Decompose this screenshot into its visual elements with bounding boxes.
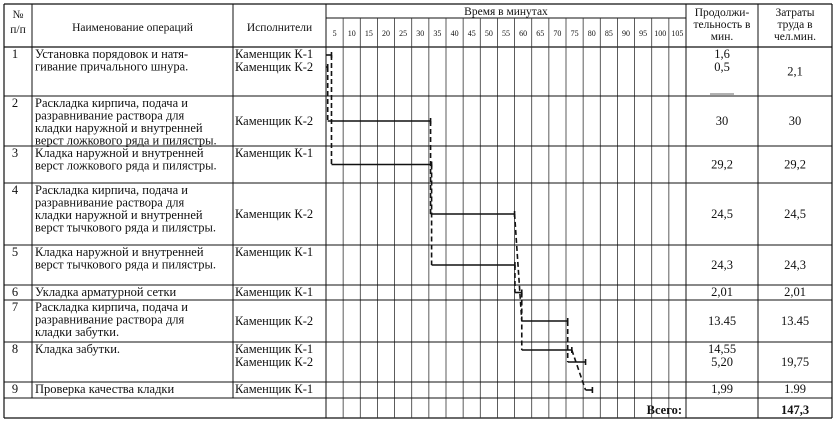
minute-tick-label: 55 [502,29,510,38]
number-header: № [12,9,24,21]
row-number: 5 [11,245,19,259]
operation-name: верст тычкового ряда и пилястры. [35,220,217,235]
duration-header: тельность в [693,19,751,31]
duration-header: Продолжи- [694,7,750,19]
executor-name: Каменщик К-1 [235,245,314,259]
operation-name: верст ложкового ряда и пилястры. [35,133,217,148]
duration-header: мин. [710,31,734,43]
labor-header: труда в [777,19,813,31]
minute-tick-label: 20 [382,29,390,38]
minute-tick-label: 60 [519,29,528,38]
operation-name: Раскладка кирпича, подача и [35,300,188,314]
minute-tick-label: 40 [450,29,459,38]
total-value: 147,3 [780,403,810,417]
minute-tick-label: 25 [399,29,408,38]
minute-tick-label: 35 [433,29,442,38]
executor-name: Каменщик К-1 [235,285,314,299]
operation-name: Установка порядовок и натя- [35,47,189,61]
minute-tick-label: 75 [570,29,579,38]
duration-value: 24,3 [711,258,733,272]
row-number: 8 [11,342,19,356]
operation-name: верст ложкового ряда и пилястры. [35,158,217,173]
operation-name: кладки забутки. [35,325,120,339]
minute-tick-label: 15 [364,29,373,38]
time-header: Время в минутах [464,6,548,18]
row-number: 6 [11,285,19,299]
executor-name: Каменщик К-1 [235,382,314,396]
operation-header: Наименование операций [72,22,193,34]
operation-name: Проверка качества кладки [35,382,175,396]
row-number: 4 [11,183,19,197]
executor-name: Каменщик К-1 [235,146,314,160]
total-label: Всего: [646,403,682,417]
labor-value: 13.45 [780,314,810,328]
duration-value: 13.45 [707,314,737,328]
operation-name: разравнивание раствора для [35,108,185,123]
minute-tick-label: 65 [536,29,545,38]
duration-value: 5,20 [711,355,733,369]
duration-value: 1,99 [711,382,733,396]
minute-tick-label: 85 [604,29,613,38]
minute-tick-label: 5 [332,29,337,38]
executor-name: Каменщик К-2 [235,60,314,74]
minute-tick-label: 80 [587,29,596,38]
row-number: 2 [11,96,19,110]
labor-value: 29,2 [784,157,806,172]
duration-value: 2,01 [711,285,733,299]
table-text [10,6,816,417]
executors-header: Исполнители [246,22,313,34]
operation-name: Укладка арматурной сетки [35,285,177,299]
labor-value: 30 [788,114,802,128]
duration-value: 14,55 [707,342,737,356]
minute-tick-label: 70 [553,29,562,38]
executor-name: Каменщик К-2 [235,314,314,328]
labor-value: 24,3 [784,258,806,272]
executor-name: Каменщик К-1 [235,342,314,356]
operation-name: Раскладка кирпича, подача и [35,183,188,197]
executor-name: Каменщик К-2 [235,355,314,369]
labor-value: 1.99 [784,382,806,396]
minute-tick-label: 50 [484,29,493,38]
labor-value: 2,01 [784,285,806,299]
operation-name: разравнивание раствора для [35,195,185,210]
duration-value: 29,2 [711,157,733,172]
minute-tick-label: 10 [347,29,356,38]
minute-tick-label: 95 [639,29,648,38]
operation-name: гивание причального шнура. [35,59,189,74]
operation-name: кладки наружной и внутренней [35,121,203,135]
labor-header: Затраты [775,7,815,19]
operation-name: Раскладка кирпича, подача и [35,96,188,110]
duration-value: 0,5 [714,60,730,74]
labor-value: 24,5 [784,207,806,221]
duration-value: 1,6 [714,47,730,61]
row-number: 9 [11,382,19,396]
executor-name: Каменщик К-2 [235,207,314,221]
operation-name: верст тычкового ряда и пилястры. [35,257,217,272]
minute-tick-label: 105 [671,29,684,38]
minute-tick-label: 30 [416,29,425,38]
operation-name: Кладка наружной и внутренней [35,146,204,160]
minute-tick-label: 45 [467,29,476,38]
operation-name: кладки наружной и внутренней [35,208,203,222]
duration-value: 24,5 [711,207,733,221]
executor-name: Каменщик К-1 [235,47,314,61]
operation-name: Кладка забутки. [35,342,121,356]
row-number: 3 [11,146,19,160]
operation-name: Кладка наружной и внутренней [35,245,204,259]
labor-value: 19,75 [780,355,810,369]
duration-value: 30 [715,114,729,128]
labor-value: 2,1 [787,64,803,79]
row-number: 7 [11,300,19,314]
executor-name: Каменщик К-2 [235,114,314,128]
minute-tick-label: 90 [622,29,630,38]
number-subheader: п/п [10,24,26,36]
minute-tick-label: 100 [654,29,667,38]
labor-header: чел.мин. [774,31,816,43]
row-number: 1 [11,47,19,61]
operation-name: разравнивание раствора для [35,312,185,327]
